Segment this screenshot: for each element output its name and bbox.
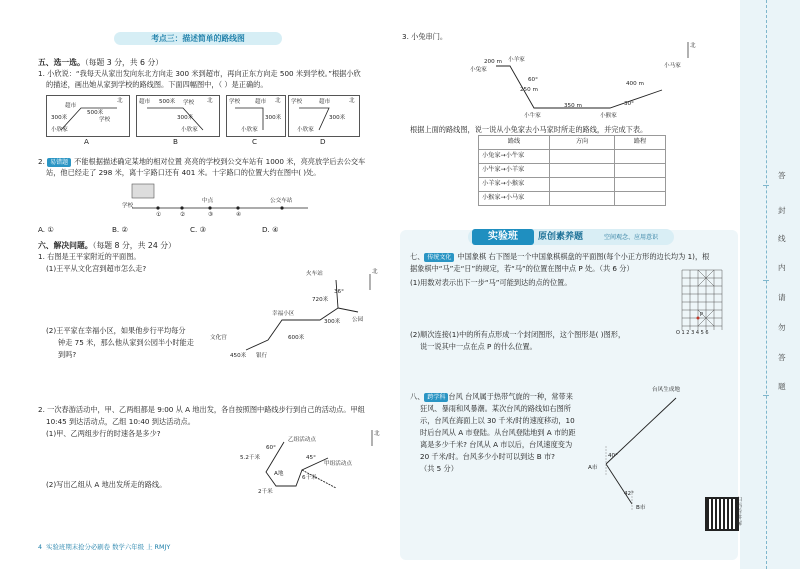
map-label: A地 [274,471,284,477]
table-header: 路线 [479,136,550,150]
s6-q2-sub1: (1)甲、乙两组步行的时速各是多少? [46,429,161,438]
map-label: 40° [608,453,618,459]
option-map-d[interactable] [288,95,360,137]
gutter-char: 答 [778,353,786,362]
experiment-subtitle: 原创素养题 [538,232,584,242]
qr-caption: 扫码看讲解 [737,497,743,527]
gutter-char: 线 [778,234,786,243]
map-label: 文化宫 [210,335,227,341]
q7-text: 七、 传统文化 中国象棋 右下图是一个中国象棋棋盘的平面图(每个小正方形的边长均为 1)，根 [410,252,710,261]
map-label: 250 m [520,87,538,93]
cross-subject-tag: 跨学科 [424,393,448,402]
table-header-row [479,136,666,150]
q8-text: （共 5 分） [420,464,458,473]
s6-q1-sub1: (1)王平从文化宫到超市怎么走? [46,264,147,273]
option-map-b[interactable] [136,95,220,137]
table-header: 方向 [550,136,615,150]
option-label: D [320,137,326,146]
road-label: ③ [208,212,214,218]
road-diagram [118,180,318,220]
road-label: ② [180,212,186,218]
map-label: 火车站 [306,271,323,277]
grid-axis: O 1 2 3 4 5 6 [676,330,709,336]
q8-text: 时后台风从 A 市登陆。从台风登陆地到 A 市的距 [420,428,576,437]
map-label: 60° [266,445,276,451]
option-label: A [84,137,89,146]
answer-cell[interactable] [615,192,666,206]
gutter-dot [763,185,769,186]
s6-q1: 1. 右图是王平家附近的平面图。 [38,252,141,261]
map-label: 小羊家 [508,57,525,63]
gutter-char: 题 [778,382,786,391]
map-label: 小欣家 [297,127,314,133]
table-row [479,150,666,164]
map-label: 2千米 [258,489,273,495]
q1-text: 1. 小欣说：“我每天从家出发向东北方向走 300 米到超市，再向正东方向走 500 米到学校。”根据小欣 [38,69,361,78]
page-footer [38,543,170,552]
north-label: 北 [207,98,213,104]
outing-map [232,430,382,500]
rabbit-map [470,42,700,122]
map-label: 台风生成地 [652,387,680,393]
gutter-char: 封 [778,206,786,215]
map-label: 42° [624,491,634,497]
s6-q2-sub2: (2)写出乙组从 A 地出发所走的路线。 [46,480,167,489]
map-label: 乙组活动点 [288,437,316,443]
map-label: 超市 [139,99,151,105]
map-label: B市 [636,505,646,511]
q8-text: 狂风、暴雨和风暴潮。某次台风的路线如右图所 [420,404,571,413]
map-label: 36° [334,289,344,295]
table-cell: 小猴家→小马家 [479,192,550,206]
map-label: 5.2千米 [240,455,261,461]
map-label: 450米 [230,353,247,359]
culture-tag: 传统文化 [424,253,454,262]
q3-title: 3. 小兔串门。 [402,32,448,41]
q3-desc: 根据上面的路线图，说一说从小兔家去小马家时所走的路线，并完成下表。 [410,125,648,134]
map-label: 公园 [352,317,364,323]
q8-text: 示，台风在海面上以 30 千米/时的速度移动，10 [420,416,575,425]
map-label: 500米 [159,99,176,105]
map-label: 小欣家 [51,127,68,133]
north-label: 北 [374,431,380,437]
answer-cell[interactable] [550,178,615,192]
answer-cell[interactable] [615,164,666,178]
road-label: ④ [236,212,242,218]
q7-text: 据象棋中“马”走“日”的规定，若“马”的位置在图中点 P 处。（共 6 分） [410,264,634,273]
map-label: 学校 [291,99,303,105]
answer-cell[interactable] [615,150,666,164]
map-label: 300米 [177,115,194,121]
map-label: 学校 [99,117,111,123]
typhoon-map-svg [584,386,694,516]
answer-cell[interactable] [550,192,615,206]
answer-cell[interactable] [550,164,615,178]
topic-title: 考点三：描述简单的路线图 [114,32,282,45]
table-cell: 小羊家→小猴家 [479,178,550,192]
map-label: 学校 [229,99,241,105]
table-cell: 小兔家→小牛家 [479,150,550,164]
q7-sub1: (1)用数对表示出下一步“马”可能到达的点的位置。 [410,278,572,287]
map-label: 小兔家 [470,67,487,73]
experiment-title: 实验班 [472,229,534,245]
map-label: 720米 [312,297,329,303]
map-label: 超市 [319,99,331,105]
gutter-char: 请 [778,293,786,302]
s6-q2: 2. 一次春游活动中，甲、乙两组都是 9:00 从 A 地出发，各自按照图中路线步行到自己的活动点。甲组 [38,405,365,414]
table-row [479,192,666,206]
map-label: 300米 [51,115,68,121]
map-label: 30° [624,101,634,107]
map-label: 甲组活动点 [324,461,352,467]
rabbit-map-svg [470,42,700,122]
map-label: 350 m [564,103,582,109]
q7-sub2: 说一说其中一点在点 P 的什么位置。 [420,342,537,351]
option-map-c[interactable] [226,95,286,137]
q2-option: C. ③ [190,225,207,234]
map-label: 300米 [329,115,346,121]
map-label: 超市 [65,103,77,109]
section6-heading: 六、解决问题。（每题 8 分，共 24 分） [38,241,176,250]
map-label: 500米 [87,110,104,116]
map-label: 小欣家 [241,127,258,133]
q8-text: 离是多少千米? 台风从 A 市以后，台风速度变为 [420,440,573,449]
s6-q1-sub2: 到吗? [58,350,77,359]
map-label: 超市 [255,99,267,105]
north-label: 北 [349,98,355,104]
city-map [210,268,380,368]
q7-sub2: (2)顺次连接(1)中的所有点形成一个封闭图形，这个图形是( )图形， [410,330,626,339]
q2-option: D. ④ [262,225,279,234]
map-label: 银行 [256,353,268,359]
map-label: 小欣家 [181,127,198,133]
table-row [479,164,666,178]
chess-grid [676,268,732,340]
route-table [478,135,666,206]
map-label: 小牛家 [524,113,541,119]
gutter-dot [763,280,769,281]
gutter-char: 答 [778,171,786,180]
point-p: P [700,312,704,318]
map-label: 400 m [626,81,644,87]
q1-text: 的描述，画出她从家到学校的路线图。下面四幅图中，（ ）是正确的。 [46,80,268,89]
gutter-dot [763,395,769,396]
road-label: 学校 [122,203,134,209]
road-label: 中点 [202,198,214,204]
map-label: 300米 [324,319,341,325]
section5-heading: 五、选一选。（每题 3 分，共 6 分） [38,58,164,67]
option-label: B [173,137,178,146]
option-map-a[interactable] [46,95,130,137]
q2-option: B. ② [112,225,128,234]
q2-option: A. ① [38,225,54,234]
answer-cell[interactable] [615,178,666,192]
s6-q1-sub2: (2)王平家在幸福小区，如果他步行平均每分 [46,326,186,335]
q2-text: 2. 易错题 不能根据描述确定某地的相对位置 亮亮的学校到公交车站有 1000 米，亮亮放学后去公交车 [38,157,366,166]
cut-line [766,0,767,569]
map-label: 60° [528,77,538,83]
easy-mistake-tag: 易错题 [47,158,71,167]
map-label: 小马家 [664,63,681,69]
option-label: C [252,137,258,146]
s6-q2: 10:45 到达活动点，乙组 10:40 到达活动点。 [46,417,195,426]
s6-q1-sub2: 钟走 75 米，那么他从家到公园半小时能走 [58,338,194,347]
table-cell: 小牛家→小羊家 [479,164,550,178]
road-label: 公交车站 [270,198,293,204]
q8-text: 八、 跨学科 台风 台风属于热带气旋的一种，常带来 [410,392,573,401]
map-label: A市 [588,465,598,471]
map-label: 幸福小区 [272,311,295,317]
binding-gutter [740,0,800,569]
chess-grid-svg [676,268,732,334]
gutter-char: 勿 [778,323,786,332]
table-row [479,178,666,192]
typhoon-map [584,386,694,516]
table-header: 路程 [615,136,666,150]
experiment-sub2: 空间观念、应用意识 [604,234,659,241]
q8-text: 20 千米/时。台风多少小时可以到达 B 市? [420,452,555,461]
answer-cell[interactable] [550,150,615,164]
map-label: 6千米 [302,475,317,481]
map-label: 300米 [265,115,282,121]
map-label: 学校 [183,100,195,106]
map-label: 200 m [484,59,502,65]
map-label: 45° [306,455,316,461]
map-label: 小猴家 [600,113,617,119]
footer-text: 实验班期末抢分必刷卷 数学六年级 上 RMJY [46,543,171,551]
gutter-char: 内 [778,263,786,272]
page-number: 4 [38,543,43,551]
north-label: 北 [690,43,696,49]
north-label: 北 [117,98,123,104]
q2-text: 站，他已经走了 298 米，离十字路口还有 401 米。十字路口的位置大约在图中( )处。 [46,168,321,177]
road-label: ① [156,212,162,218]
map-label: 600米 [288,335,305,341]
north-label: 北 [372,269,378,275]
north-label: 北 [275,98,281,104]
